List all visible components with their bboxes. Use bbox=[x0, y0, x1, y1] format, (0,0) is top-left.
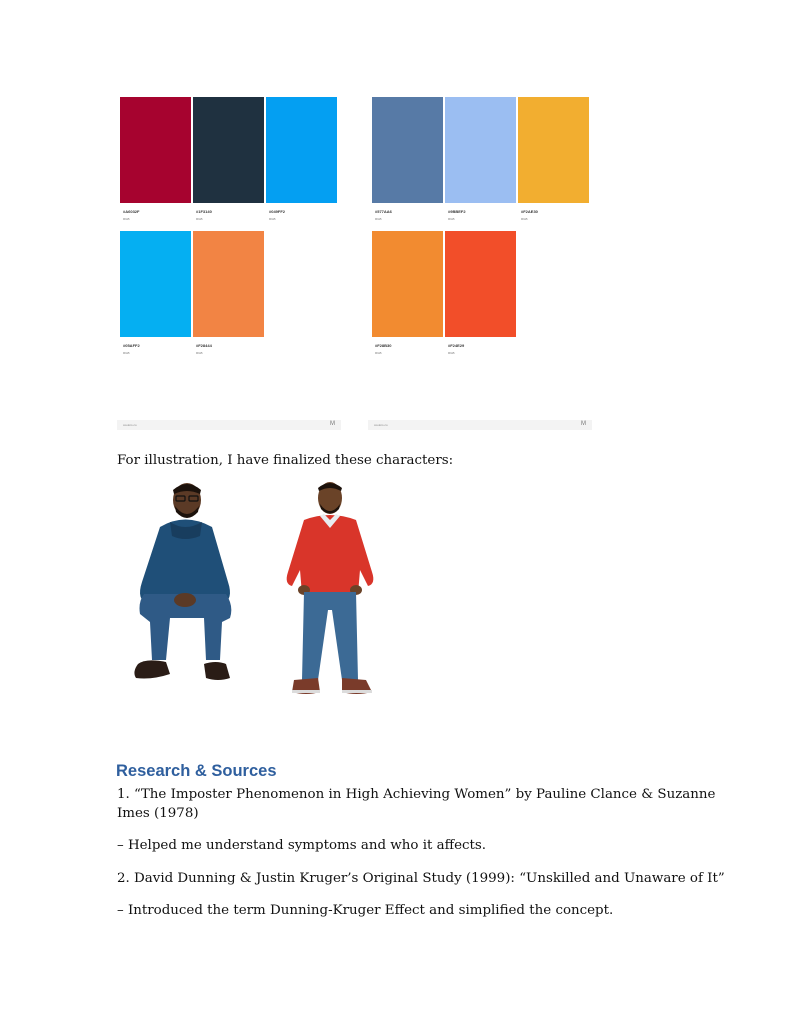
swatch-3 bbox=[518, 97, 589, 203]
color-palette-1 bbox=[120, 97, 338, 357]
footer-text: coolors.co bbox=[123, 423, 137, 427]
swatch-rgb-label: RGB bbox=[123, 351, 130, 355]
swatch-rgb-label: RGB bbox=[375, 217, 382, 221]
swatch-5 bbox=[445, 231, 516, 337]
swatch-hex-label: #577AA6 bbox=[375, 209, 392, 214]
research-note-1: – Helped me understand symptoms and who it affects. bbox=[117, 838, 487, 853]
seated-man-illustration bbox=[130, 482, 240, 687]
swatch-hex-label: #F28B30 bbox=[375, 343, 392, 348]
coolors-logo-icon: M bbox=[330, 421, 335, 427]
swatch-5 bbox=[193, 231, 264, 337]
swatch-hex-label: #05AFF2 bbox=[123, 343, 140, 348]
standing-man-icon bbox=[280, 480, 380, 702]
research-heading: Research & Sources bbox=[116, 762, 277, 780]
research-item-2: 2. David Dunning & Justin Kruger’s Original Study (1999): “Unskilled and Unaware of It” bbox=[117, 871, 725, 886]
swatch-4 bbox=[120, 231, 191, 337]
swatch-hex-label: #F2AE30 bbox=[521, 209, 538, 214]
swatch-hex-label: #F24E29 bbox=[448, 343, 465, 348]
swatch-hex-label: #049FF2 bbox=[269, 209, 286, 214]
seated-man-icon bbox=[130, 482, 240, 687]
swatch-hex-label: #1F3140 bbox=[196, 209, 212, 214]
swatch-rgb-label: RGB bbox=[448, 351, 455, 355]
swatch-rgb-label: RGB bbox=[196, 217, 203, 221]
swatch-2 bbox=[445, 97, 516, 203]
intro-text: For illustration, I have finalized these characters: bbox=[117, 453, 454, 468]
palette-footer-1 bbox=[117, 420, 341, 430]
swatch-1 bbox=[120, 97, 191, 203]
swatch-hex-label: #F28444 bbox=[196, 343, 212, 348]
swatch-2 bbox=[193, 97, 264, 203]
swatch-4 bbox=[372, 231, 443, 337]
coolors-logo-icon: M bbox=[581, 421, 586, 427]
research-item-1-line-1: 1. “The Imposter Phenomenon in High Achieving Women” by Pauline Clance & Suzanne bbox=[117, 787, 716, 802]
swatch-rgb-label: RGB bbox=[375, 351, 382, 355]
swatch-rgb-label: RGB bbox=[521, 217, 528, 221]
footer-text: coolors.co bbox=[374, 423, 388, 427]
palette-footer-2 bbox=[368, 420, 592, 430]
swatch-rgb-label: RGB bbox=[269, 217, 276, 221]
color-palette-2 bbox=[372, 97, 590, 357]
swatch-rgb-label: RGB bbox=[196, 351, 203, 355]
swatch-rgb-label: RGB bbox=[448, 217, 455, 221]
standing-man-illustration bbox=[280, 480, 380, 702]
research-item-1-line-2: Imes (1978) bbox=[117, 806, 199, 821]
swatch-hex-label: #A6032F bbox=[123, 209, 140, 214]
swatch-1 bbox=[372, 97, 443, 203]
research-note-2: – Introduced the term Dunning-Kruger Effect and simplified the concept. bbox=[117, 903, 614, 918]
swatch-rgb-label: RGB bbox=[123, 217, 130, 221]
swatch-hex-label: #9BBEF2 bbox=[448, 209, 466, 214]
swatch-3 bbox=[266, 97, 337, 203]
